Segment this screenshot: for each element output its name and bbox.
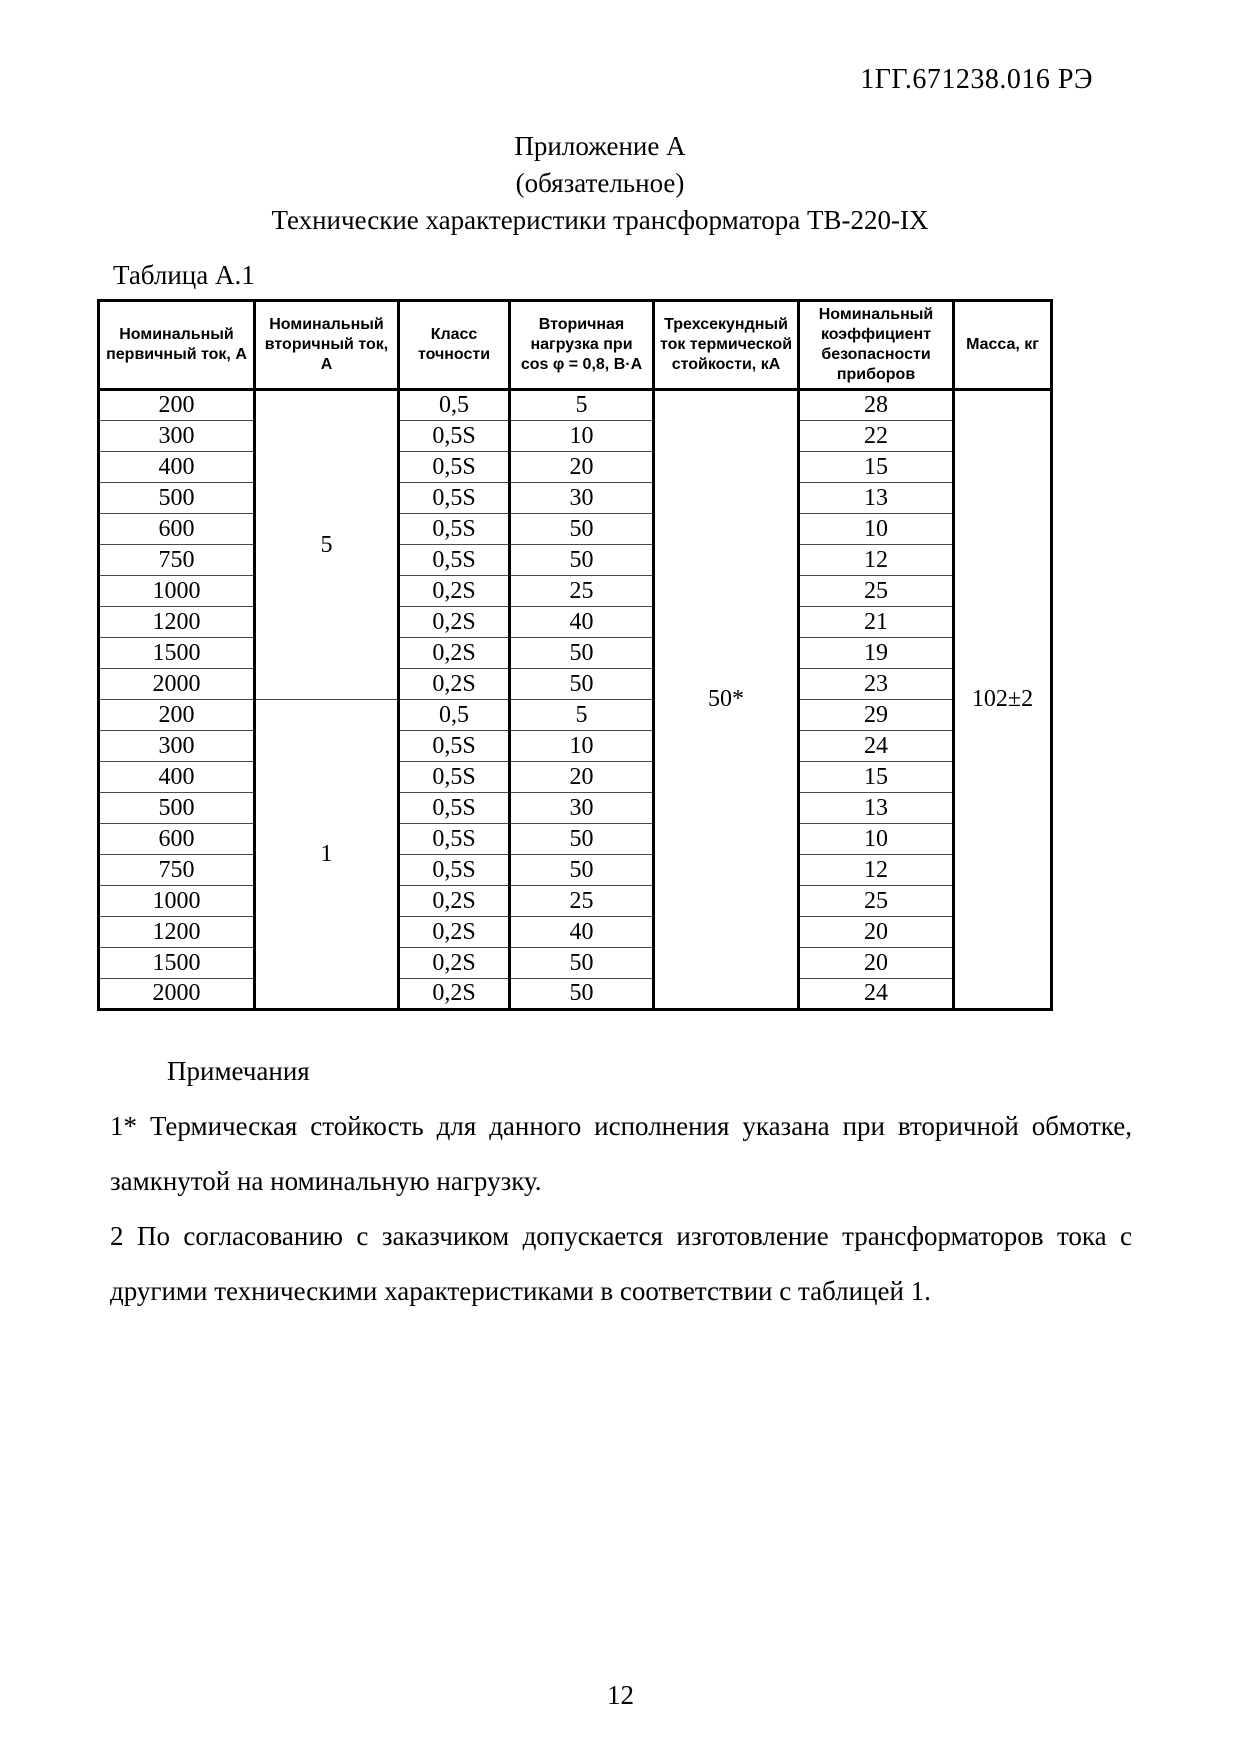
primary-current-cell: 1500 <box>99 638 255 669</box>
safety-coef-cell: 13 <box>799 793 954 824</box>
table-row <box>99 576 1052 607</box>
secondary-load-cell: 25 <box>510 576 654 607</box>
safety-coef-cell: 22 <box>799 421 954 452</box>
accuracy-class-cell: 0,5 <box>399 700 510 731</box>
accuracy-class-cell: 0,5 <box>399 390 510 421</box>
primary-current-cell: 200 <box>99 700 255 731</box>
secondary-load-cell: 10 <box>510 731 654 762</box>
accuracy-class-cell: 0,2S <box>399 886 510 917</box>
safety-coef-cell: 25 <box>799 886 954 917</box>
secondary-load-cell: 50 <box>510 948 654 979</box>
table-row <box>99 545 1052 576</box>
note-item: 1* Термическая стойкость для данного исполнения указана при вторичной обмотке, замкнутой на номинальную нагрузку. <box>110 1111 1132 1196</box>
safety-coef-cell: 20 <box>799 917 954 948</box>
spec-table <box>97 299 1053 1011</box>
primary-current-cell: 2000 <box>99 979 255 1010</box>
secondary-load-cell: 40 <box>510 917 654 948</box>
table-row <box>99 793 1052 824</box>
note-item: 2 По согласованию с заказчиком допускается изготовление трансформаторов тока с другими техническими характеристиками в соответствии с таблицей 1. <box>110 1221 1132 1306</box>
table-row <box>99 824 1052 855</box>
col-header-safety-coef: Номинальный коэффициент безопасности приборов <box>799 301 954 390</box>
header-row <box>99 301 1052 390</box>
primary-current-cell: 1000 <box>99 576 255 607</box>
safety-coef-cell: 12 <box>799 855 954 886</box>
secondary-load-cell: 50 <box>510 545 654 576</box>
accuracy-class-cell: 0,5S <box>399 421 510 452</box>
col-header-secondary-current: Номинальный вторичный ток, А <box>255 301 399 390</box>
table-row <box>99 421 1052 452</box>
secondary-load-cell: 50 <box>510 669 654 700</box>
primary-current-cell: 1200 <box>99 607 255 638</box>
accuracy-class-cell: 0,2S <box>399 979 510 1010</box>
table-caption: Таблица А.1 <box>113 260 255 290</box>
accuracy-class-cell: 0,2S <box>399 948 510 979</box>
appendix-subject: Технические характеристики трансформатора ТВ-220-IX <box>271 205 929 235</box>
safety-coef-cell: 15 <box>799 762 954 793</box>
secondary-current-cell: 5 <box>255 390 399 700</box>
safety-coef-cell: 12 <box>799 545 954 576</box>
table-row <box>99 638 1052 669</box>
accuracy-class-cell: 0,5S <box>399 452 510 483</box>
accuracy-class-cell: 0,5S <box>399 731 510 762</box>
accuracy-class-cell: 0,5S <box>399 514 510 545</box>
secondary-load-cell: 40 <box>510 607 654 638</box>
primary-current-cell: 500 <box>99 793 255 824</box>
secondary-load-cell: 5 <box>510 700 654 731</box>
accuracy-class-cell: 0,2S <box>399 607 510 638</box>
safety-coef-cell: 23 <box>799 669 954 700</box>
safety-coef-cell: 25 <box>799 576 954 607</box>
table-row <box>99 917 1052 948</box>
primary-current-cell: 1500 <box>99 948 255 979</box>
safety-coef-cell: 28 <box>799 390 954 421</box>
accuracy-class-cell: 0,2S <box>399 917 510 948</box>
accuracy-class-cell: 0,2S <box>399 576 510 607</box>
secondary-load-cell: 50 <box>510 824 654 855</box>
primary-current-cell: 300 <box>99 421 255 452</box>
primary-current-cell: 750 <box>99 545 255 576</box>
table-row <box>99 886 1052 917</box>
table-row <box>99 514 1052 545</box>
table-row <box>99 483 1052 514</box>
safety-coef-cell: 29 <box>799 700 954 731</box>
secondary-load-cell: 30 <box>510 483 654 514</box>
col-header-secondary-load: Вторичная нагрузка при cos φ = 0,8, В·А <box>510 301 654 390</box>
safety-coef-cell: 10 <box>799 824 954 855</box>
table-row <box>99 452 1052 483</box>
safety-coef-cell: 13 <box>799 483 954 514</box>
col-header-primary-current: Номинальный первичный ток, А <box>99 301 255 390</box>
accuracy-class-cell: 0,5S <box>399 483 510 514</box>
table-row <box>99 390 1052 421</box>
primary-current-cell: 2000 <box>99 669 255 700</box>
title-block <box>97 128 1103 239</box>
secondary-load-cell: 50 <box>510 855 654 886</box>
doc-code: 1ГГ.671238.016 РЭ <box>860 64 1093 95</box>
table-row <box>99 669 1052 700</box>
safety-coef-cell: 20 <box>799 948 954 979</box>
notes-heading: Примечания <box>167 1056 310 1086</box>
accuracy-class-cell: 0,5S <box>399 793 510 824</box>
secondary-current-cell: 1 <box>255 700 399 1010</box>
safety-coef-cell: 24 <box>799 731 954 762</box>
appendix-kind: (обязательное) <box>515 168 685 198</box>
primary-current-cell: 300 <box>99 731 255 762</box>
primary-current-cell: 600 <box>99 514 255 545</box>
table-row <box>99 979 1052 1010</box>
appendix-title: Приложение А <box>514 131 686 161</box>
table-body <box>99 390 1052 1010</box>
table-row <box>99 855 1052 886</box>
table-row <box>99 700 1052 731</box>
primary-current-cell: 750 <box>99 855 255 886</box>
primary-current-cell: 1200 <box>99 917 255 948</box>
table-row <box>99 948 1052 979</box>
accuracy-class-cell: 0,5S <box>399 545 510 576</box>
secondary-load-cell: 10 <box>510 421 654 452</box>
primary-current-cell: 200 <box>99 390 255 421</box>
primary-current-cell: 1000 <box>99 886 255 917</box>
thermal-current-cell: 50* <box>654 390 799 1010</box>
mass-cell: 102±2 <box>954 390 1052 1010</box>
secondary-load-cell: 50 <box>510 638 654 669</box>
primary-current-cell: 400 <box>99 762 255 793</box>
secondary-load-cell: 5 <box>510 390 654 421</box>
notes-block <box>110 1044 1132 1319</box>
safety-coef-cell: 10 <box>799 514 954 545</box>
secondary-load-cell: 20 <box>510 762 654 793</box>
secondary-load-cell: 50 <box>510 979 654 1010</box>
page-number: 12 <box>607 1680 634 1710</box>
accuracy-class-cell: 0,5S <box>399 855 510 886</box>
safety-coef-cell: 21 <box>799 607 954 638</box>
secondary-load-cell: 50 <box>510 514 654 545</box>
secondary-load-cell: 25 <box>510 886 654 917</box>
safety-coef-cell: 24 <box>799 979 954 1010</box>
col-header-mass: Масса, кг <box>954 301 1052 390</box>
col-header-thermal-current: Трехсекундный ток термической стойкости, кА <box>654 301 799 390</box>
table-row <box>99 731 1052 762</box>
accuracy-class-cell: 0,5S <box>399 824 510 855</box>
secondary-load-cell: 20 <box>510 452 654 483</box>
accuracy-class-cell: 0,2S <box>399 638 510 669</box>
table-row <box>99 762 1052 793</box>
primary-current-cell: 400 <box>99 452 255 483</box>
safety-coef-cell: 15 <box>799 452 954 483</box>
accuracy-class-cell: 0,2S <box>399 669 510 700</box>
primary-current-cell: 600 <box>99 824 255 855</box>
col-header-accuracy-class: Класс точности <box>399 301 510 390</box>
primary-current-cell: 500 <box>99 483 255 514</box>
safety-coef-cell: 19 <box>799 638 954 669</box>
table-row <box>99 607 1052 638</box>
secondary-load-cell: 30 <box>510 793 654 824</box>
accuracy-class-cell: 0,5S <box>399 762 510 793</box>
